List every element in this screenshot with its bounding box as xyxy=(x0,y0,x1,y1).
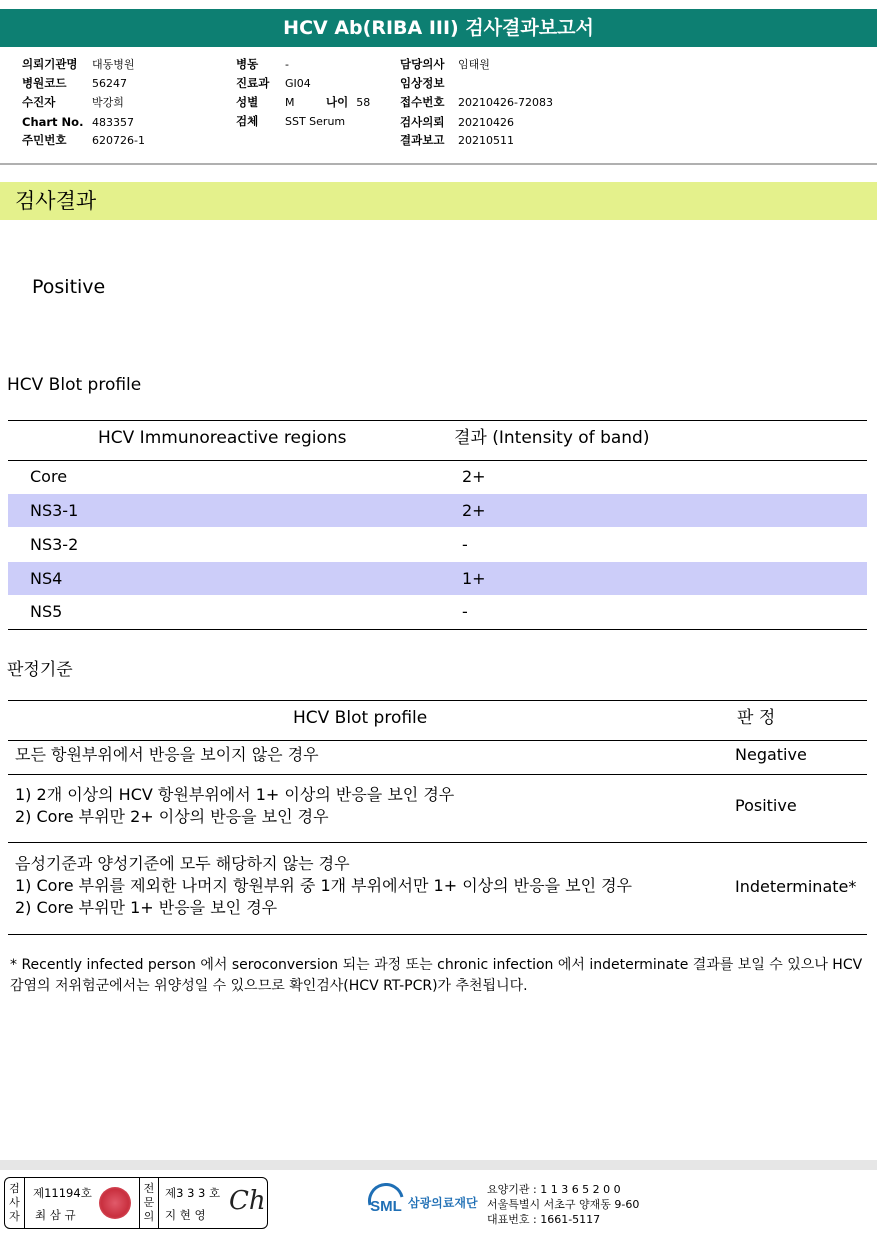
field-label: Chart No. xyxy=(22,115,84,129)
criteria-header-profile: HCV Blot profile xyxy=(293,708,428,728)
criteria-row-text: 1) Core 부위를 제외한 나머지 항원부위 중 1개 부위에서만 1+ 이상의 반응을 보인 경우 xyxy=(15,876,633,895)
field-label: 병원코드 xyxy=(22,76,67,90)
field-department xyxy=(236,76,311,91)
footer-divider xyxy=(0,1160,877,1170)
field-label: 병동 xyxy=(236,57,259,71)
blot-header-row xyxy=(8,422,867,460)
field-value: 483357 xyxy=(92,116,134,129)
org-info-line: 서울특별시 서초구 양재동 9-60 xyxy=(487,1198,640,1211)
table-row xyxy=(8,460,867,493)
doctor-signature: Ch xyxy=(229,1186,266,1216)
criteria-header-judgement: 판 정 xyxy=(737,708,776,728)
region-cell: NS3-1 xyxy=(30,501,79,520)
intensity-cell: - xyxy=(462,602,468,621)
field-value: M xyxy=(285,96,295,109)
field-age xyxy=(326,95,370,110)
criteria-judgement: Positive xyxy=(735,796,797,815)
field-ward xyxy=(236,57,289,72)
field-institution xyxy=(22,57,135,72)
field-value: 20210426-72083 xyxy=(458,96,553,109)
table-rule xyxy=(8,842,867,843)
criteria-judgement: Negative xyxy=(735,745,807,764)
field-request-date xyxy=(400,115,514,130)
field-hospital-code xyxy=(22,76,127,91)
intensity-cell: 2+ xyxy=(462,501,486,520)
field-value: 58 xyxy=(356,96,371,109)
table-rule xyxy=(8,934,867,935)
intensity-cell: 1+ xyxy=(462,569,486,588)
field-label: 검체 xyxy=(236,114,259,128)
field-label: 의뢰기관명 xyxy=(22,57,78,71)
table-rule xyxy=(8,740,867,741)
field-value: 임태원 xyxy=(458,58,490,71)
section-title: 검사결과 xyxy=(0,182,877,220)
field-value: 박강희 xyxy=(92,96,124,109)
org-name: 삼광의료재단 xyxy=(408,1196,478,1210)
sml-logo-icon xyxy=(366,1183,406,1223)
field-label: 담당의사 xyxy=(400,57,445,71)
field-label: 결과보고 xyxy=(400,133,445,147)
field-value: - xyxy=(285,58,289,71)
table-rule xyxy=(8,700,867,701)
blot-header-intensity: 결과 (Intensity of band) xyxy=(454,428,650,448)
region-cell: NS3-2 xyxy=(30,535,79,554)
doctor-no: 제3 3 3 호 xyxy=(165,1186,221,1200)
field-value: SST Serum xyxy=(285,115,346,128)
field-resident-no xyxy=(22,133,145,148)
logo-text: SML xyxy=(370,1198,402,1215)
result-value: Positive xyxy=(32,276,106,298)
region-cell: Core xyxy=(30,467,68,486)
field-receipt-no xyxy=(400,95,553,110)
field-report-date xyxy=(400,133,514,148)
field-value: 56247 xyxy=(92,77,127,90)
report-title: HCV Ab(RIBA III) 검사결과보고서 xyxy=(0,9,877,47)
doctor-name: 지 현 영 xyxy=(165,1208,206,1222)
criteria-row-text: 1) 2개 이상의 HCV 항원부위에서 1+ 이상의 반응을 보인 경우 xyxy=(15,785,455,804)
signature-box xyxy=(4,1177,268,1229)
org-info-line: 대표번호 : 1661-5117 xyxy=(487,1213,601,1226)
table-rule xyxy=(8,774,867,775)
table-row xyxy=(8,528,867,561)
examiner-no: 제11194호 xyxy=(33,1186,92,1200)
criteria-row-text: 2) Core 부위만 1+ 반응을 보인 경우 xyxy=(15,898,278,917)
footnote: * Recently infected person 에서 seroconversion 되는 과정 또는 chronic infection 에서 indeterminate 결과를 보일 수 있으나 HCV 감염의 저위험군에서는 위양성일 수 있으므로 확인검사(HCV RT-PCR)가 추천됩니다. xyxy=(10,957,863,994)
field-patient xyxy=(22,95,124,110)
table-row xyxy=(8,595,867,628)
field-clinical-info xyxy=(400,76,458,91)
patient-info-header xyxy=(0,47,877,165)
table-row xyxy=(8,494,867,527)
field-label: 임상정보 xyxy=(400,76,445,90)
region-cell: NS5 xyxy=(30,602,63,621)
region-cell: NS4 xyxy=(30,569,63,588)
examiner-label-text: 검사자 xyxy=(9,1182,20,1223)
examiner-seal xyxy=(99,1187,131,1219)
examiner-label xyxy=(5,1178,25,1228)
field-chart-no xyxy=(22,115,134,130)
field-label: 진료과 xyxy=(236,76,270,90)
org-info-line: 요양기관 : 1 1 3 6 5 2 0 0 xyxy=(487,1183,621,1196)
field-value: 620726-1 xyxy=(92,134,145,147)
field-value: 20210426 xyxy=(458,116,514,129)
criteria-row-text: 모든 항원부위에서 반응을 보이지 않은 경우 xyxy=(15,745,319,764)
blot-title: HCV Blot profile xyxy=(7,375,142,395)
field-label: 성별 xyxy=(236,95,259,109)
criteria-row-text: 음성기준과 양성기준에 모두 해당하지 않는 경우 xyxy=(15,854,350,873)
table-rule xyxy=(8,629,867,630)
field-doctor xyxy=(400,57,490,72)
field-value: 대동병원 xyxy=(92,58,135,71)
criteria-title: 판정기준 xyxy=(7,660,73,680)
blot-header-region: HCV Immunoreactive regions xyxy=(98,428,347,448)
field-sex xyxy=(236,95,295,110)
org-info xyxy=(487,1182,639,1227)
doctor-label xyxy=(139,1178,159,1228)
field-label: 수진자 xyxy=(22,95,56,109)
intensity-cell: 2+ xyxy=(462,467,486,486)
doctor-label-text: 전문의 xyxy=(143,1182,155,1223)
examiner-name: 최 삼 규 xyxy=(35,1208,76,1222)
table-row xyxy=(8,562,867,595)
intensity-cell: - xyxy=(462,535,468,554)
field-label: 접수번호 xyxy=(400,95,445,109)
field-value: 20210511 xyxy=(458,134,514,147)
field-label: 검사의뢰 xyxy=(400,115,445,129)
field-label: 주민번호 xyxy=(22,133,67,147)
field-label: 나이 xyxy=(326,95,349,109)
field-specimen xyxy=(236,114,345,129)
table-rule xyxy=(8,420,867,421)
criteria-row-text: 2) Core 부위만 2+ 이상의 반응을 보인 경우 xyxy=(15,807,329,826)
field-value: GI04 xyxy=(285,77,311,90)
criteria-judgement: Indeterminate* xyxy=(735,877,857,896)
